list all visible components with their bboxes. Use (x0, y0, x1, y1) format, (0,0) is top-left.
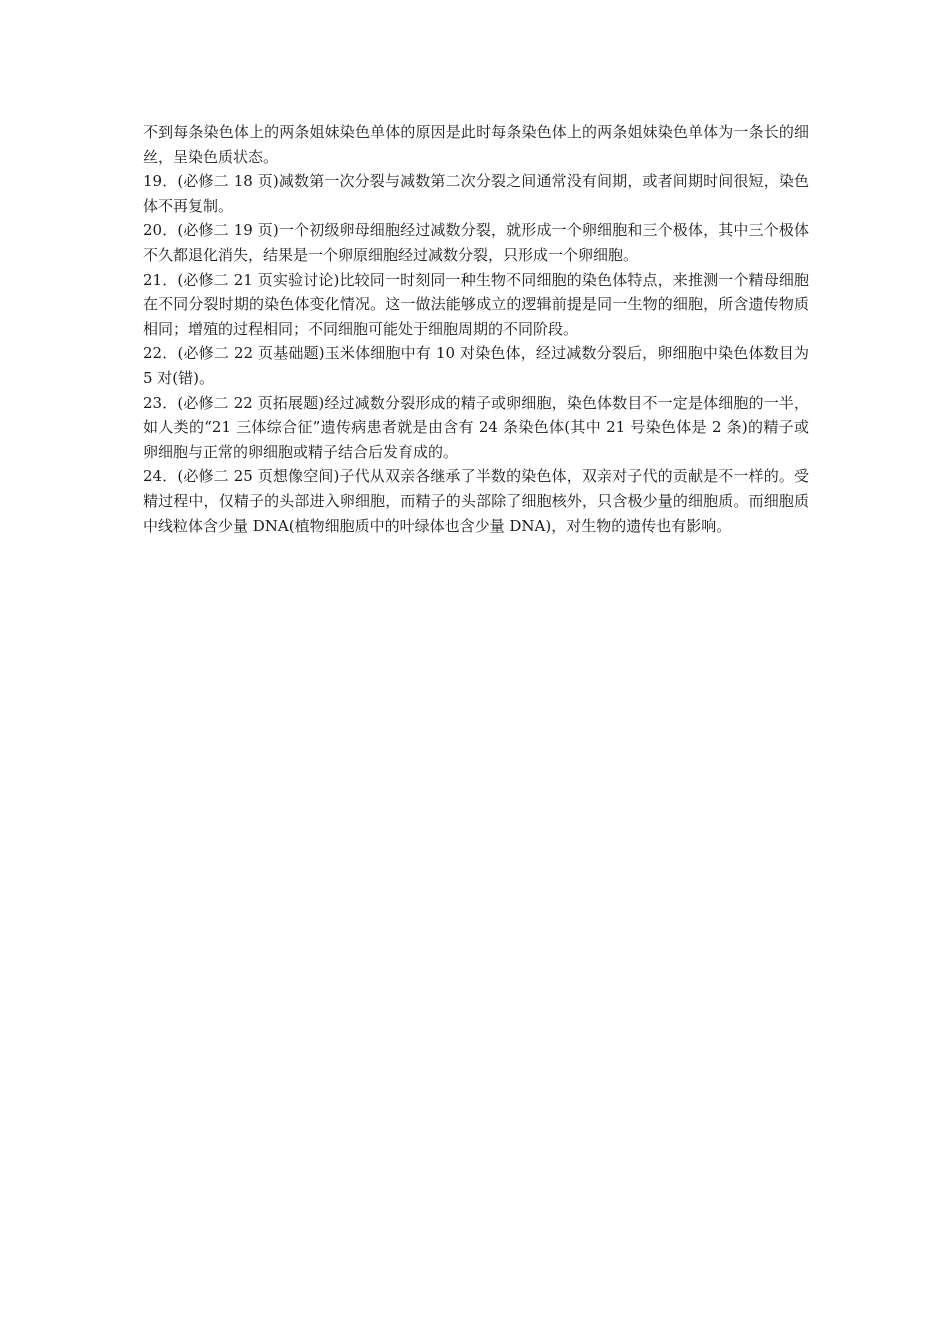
paragraph-item-23: 23．(必修二 22 页拓展题)经过减数分裂形成的精子或卵细胞，染色体数目不一定是体细胞的一半，如人类的“21 三体综合征”遗传病患者就是由含有 24 条染色体(其中 21 号染色体是 2 条)的精子或卵细胞与正常的卵细胞或精子结合后发育成的。 (143, 393, 809, 461)
paragraph-item-21: 21．(必修二 21 页实验讨论)比较同一时刻同一种生物不同细胞的染色体特点，来推测一个精母细胞在不同分裂时期的染色体变化情况。这一做法能够成立的逻辑前提是同一生物的细胞，所含遗传物质相同；增殖的过程相同；不同细胞可能处于细胞周期的不同阶段。 (143, 270, 809, 338)
paragraph-item-19: 19．(必修二 18 页)减数第一次分裂与减数第二次分裂之间通常没有间期，或者间期时间很短，染色体不再复制。 (143, 172, 809, 215)
paragraph-item-24: 24．(必修二 25 页想像空间)子代从双亲各继承了半数的染色体，双亲对子代的贡献是不一样的。受精过程中，仅精子的头部进入卵细胞，而精子的头部除了细胞核外，只含极少量的细胞质。而细胞质中线粒体含少量 DNA(植物细胞质中的叶绿体也含少量 DNA)，对生物的遗传也有影响。 (143, 467, 809, 535)
document-page (143, 120, 809, 538)
paragraph-continuation: 不到每条染色体上的两条姐妹染色单体的原因是此时每条染色体上的两条姐妹染色单体为一条长的细丝，呈染色质状态。 (143, 123, 809, 166)
paragraph-item-22: 22．(必修二 22 页基础题)玉米体细胞中有 10 对染色体，经过减数分裂后，卵细胞中染色体数目为 5 对(错)。 (143, 344, 809, 387)
paragraph-item-20: 20．(必修二 19 页)一个初级卵母细胞经过减数分裂，就形成一个卵细胞和三个极体，其中三个极体不久都退化消失，结果是一个卵原细胞经过减数分裂，只形成一个卵细胞。 (143, 221, 809, 264)
